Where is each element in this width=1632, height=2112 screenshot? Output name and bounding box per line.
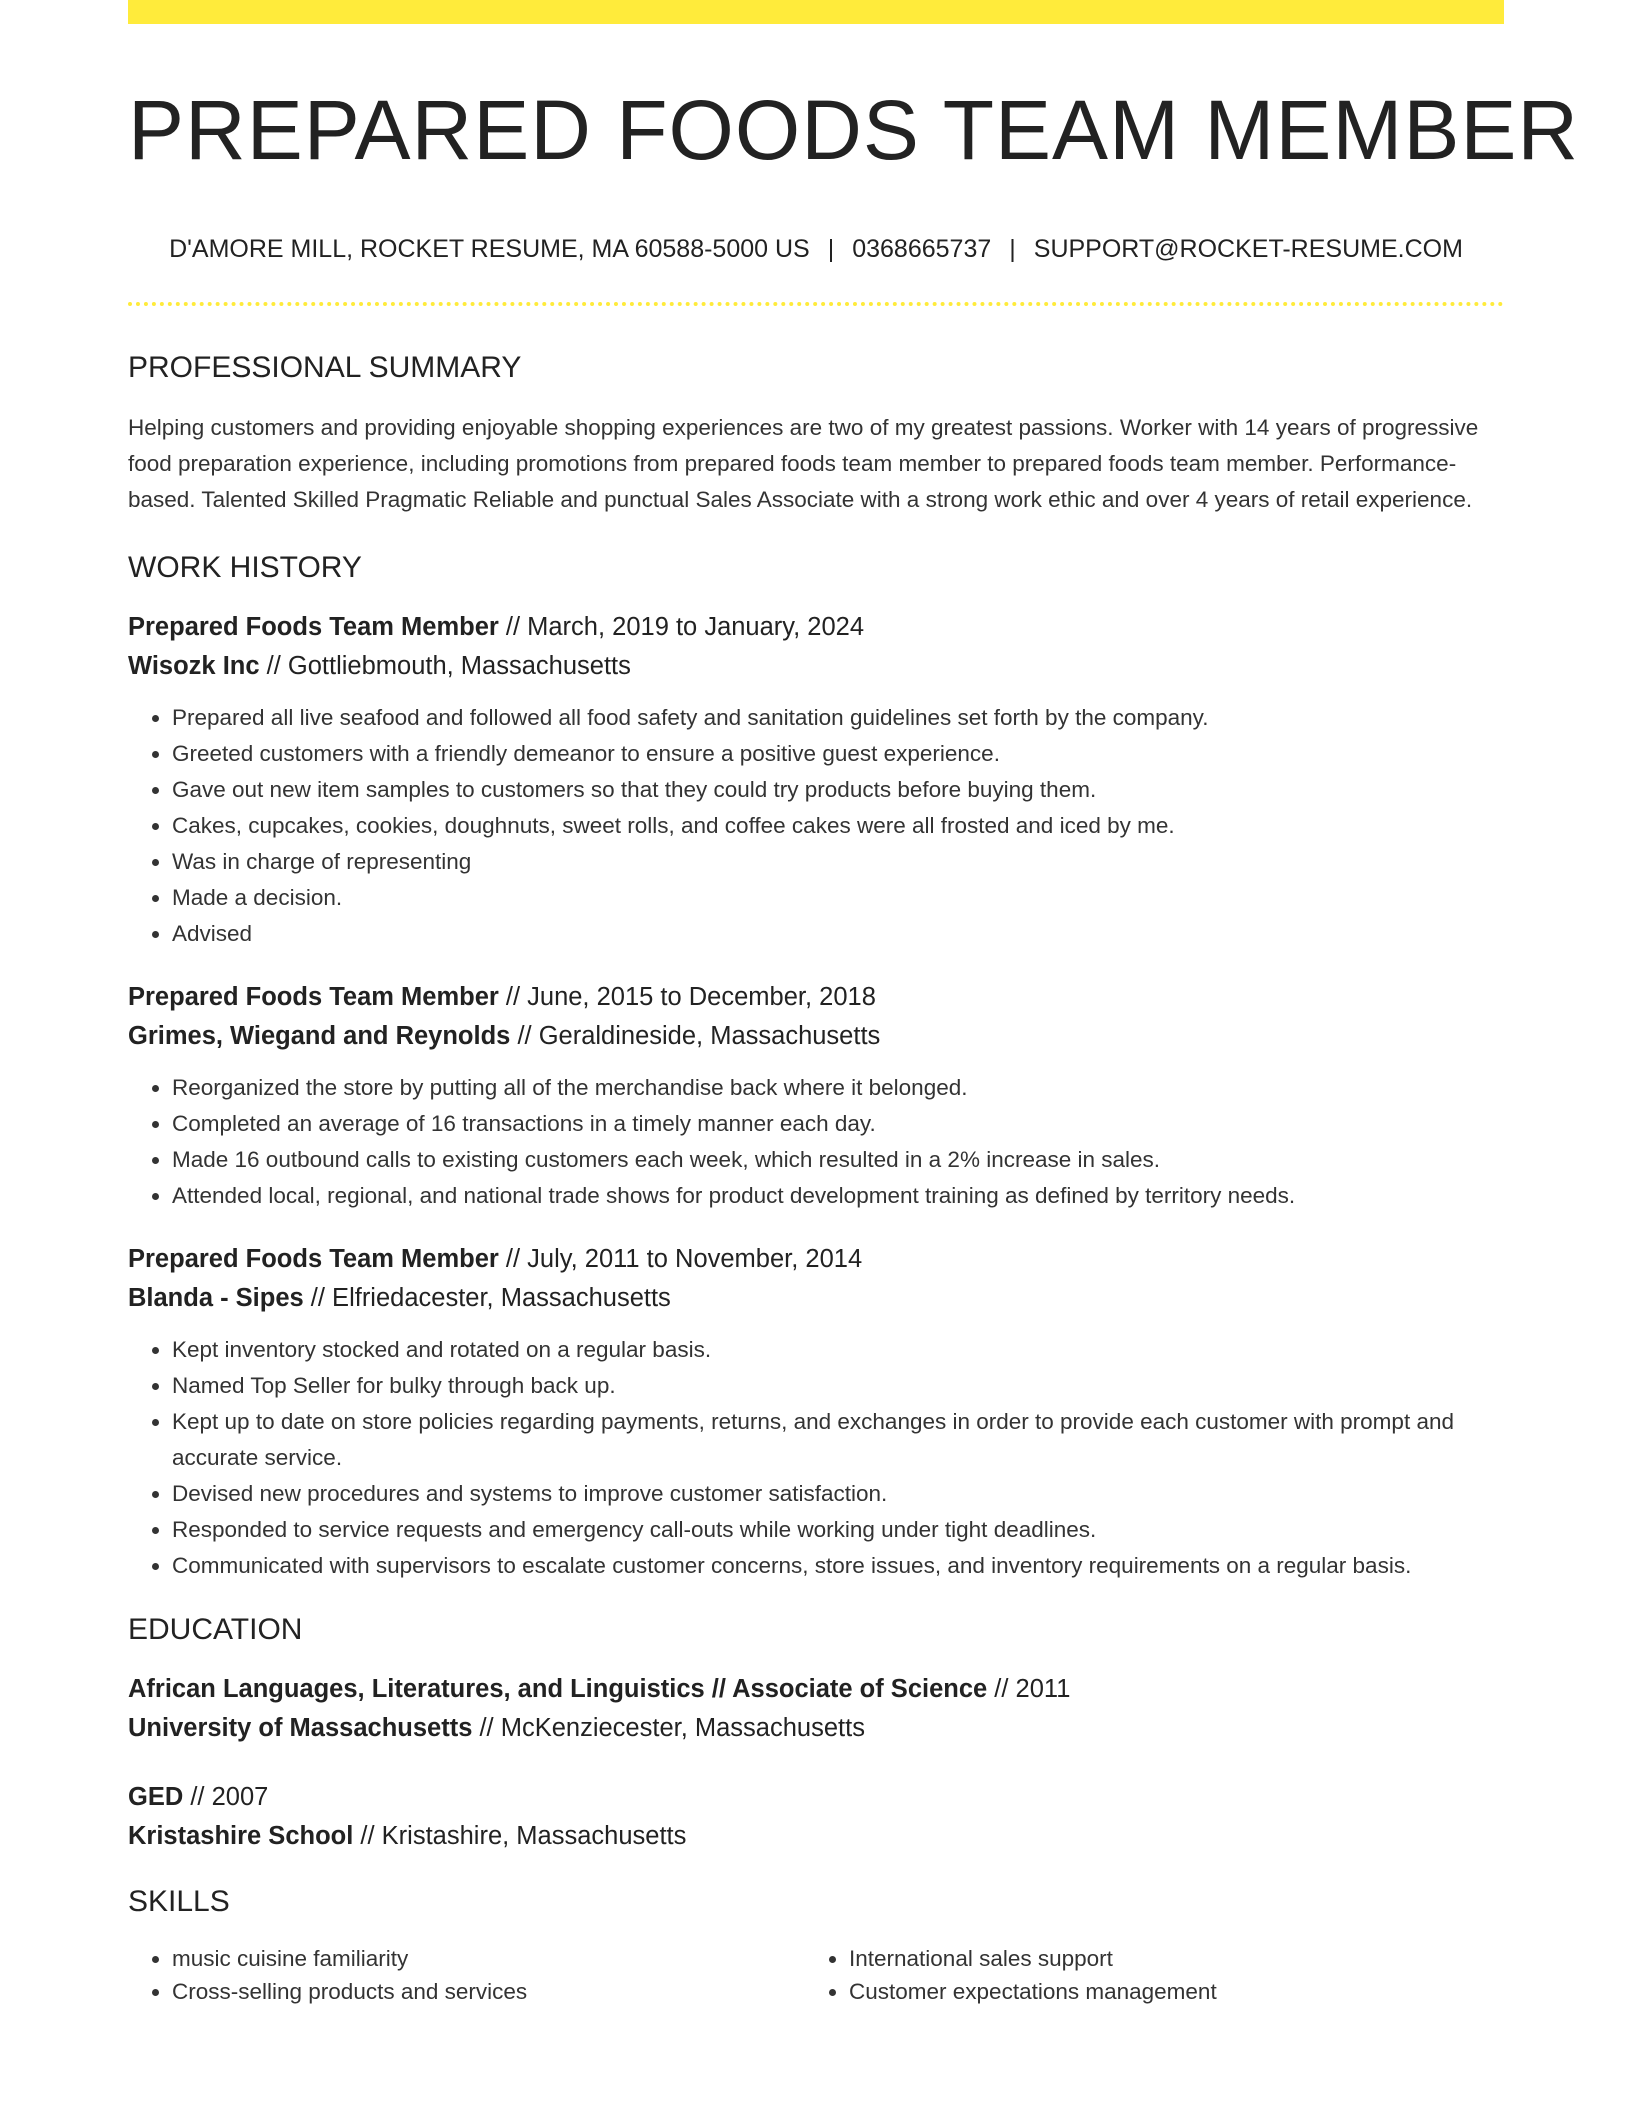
bullet-item: • Devised new procedures and systems to improve customer satisfaction. (172, 1476, 1504, 1512)
bullet-item: • Responded to service requests and emergency call-outs while working under tight deadlines. (172, 1512, 1504, 1548)
bullet-item: • Gave out new item samples to customers so that they could try products before buying them. (172, 772, 1504, 808)
bullet-item: • Advised (172, 916, 1504, 952)
contact-address: D'AMORE MILL, ROCKET RESUME, MA 60588-5000 US (169, 235, 810, 263)
job-location: // Gottliebmouth, Massachusetts (259, 652, 631, 680)
education-school-line (128, 1709, 1504, 1748)
summary-heading: PROFESSIONAL SUMMARY (128, 351, 522, 384)
skill-item: • International sales support (849, 1942, 1482, 1975)
bullet-item: • Communicated with supervisors to escalate customer concerns, store issues, and inventory requirements on a regular basis. (172, 1548, 1504, 1584)
job-title: Prepared Foods Team Member (128, 983, 499, 1011)
education-year: // 2007 (183, 1783, 269, 1811)
education-heading: EDUCATION (128, 1613, 303, 1646)
bullet-item: • Named Top Seller for bulky through back up. (172, 1368, 1504, 1404)
contact-phone: 0368665737 (852, 235, 992, 263)
bullet-item: • Cakes, cupcakes, cookies, doughnuts, sweet rolls, and coffee cakes were all frosted and iced by me. (172, 808, 1504, 844)
bullet-item: • Made 16 outbound calls to existing customers each week, which resulted in a 2% increase in sales. (172, 1142, 1504, 1178)
resume-page (128, 0, 1580, 2008)
education-degree: GED (128, 1783, 184, 1811)
education-degree-line (128, 1670, 1504, 1709)
summary-text: Helping customers and providing enjoyable shopping experiences are two of my greatest passions. Worker with 14 years of progressive food preparation experience, including promotions from prepared foods team member to prepared foods team member. Performance-based. Talented Skilled Pragmatic Reliable and punctual Sales Associate with a strong work ethic and over 4 years of retail experience. (128, 415, 1479, 512)
header-divider (128, 302, 1504, 306)
skills-list (128, 1942, 1504, 2008)
education-entry (128, 1778, 1504, 1856)
education-degree: African Languages, Literatures, and Linguistics // Associate of Science (128, 1675, 988, 1703)
skill-item: • Cross-selling products and services (172, 1975, 805, 2008)
education-location: // Kristashire, Massachusetts (353, 1822, 687, 1850)
bullet-item: • Kept up to date on store policies regarding payments, returns, and exchanges in order to provide each customer with prompt and accurate service. (172, 1404, 1504, 1476)
job-title: Prepared Foods Team Member (128, 613, 499, 641)
education-degree-line (128, 1778, 1504, 1817)
job-dates: // June, 2015 to December, 2018 (498, 983, 876, 1011)
job-location: // Geraldineside, Massachusetts (510, 1022, 881, 1050)
accent-top-bar (128, 0, 1504, 24)
contact-email: SUPPORT@ROCKET-RESUME.COM (1033, 235, 1463, 263)
job-dates: // July, 2011 to November, 2014 (498, 1245, 863, 1273)
job-company-line (128, 1279, 1504, 1318)
job-bullets (128, 700, 1504, 952)
education-school-line (128, 1817, 1504, 1856)
skill-item: • music cuisine familiarity (172, 1942, 805, 1975)
job-entry (128, 608, 1504, 952)
bullet-item: • Reorganized the store by putting all of the merchandise back where it belonged. (172, 1070, 1504, 1106)
education-year: // 2011 (987, 1675, 1071, 1703)
job-entry (128, 978, 1504, 1214)
job-company: Wisozk Inc (128, 652, 260, 680)
job-bullets (128, 1332, 1504, 1584)
bullet-item: • Kept inventory stocked and rotated on a regular basis. (172, 1332, 1504, 1368)
job-title-line (128, 978, 1504, 1017)
contact-separator: | (1009, 235, 1016, 263)
job-company-line (128, 1017, 1504, 1056)
bullet-item: • Greeted customers with a friendly demeanor to ensure a positive guest experience. (172, 736, 1504, 772)
job-dates: // March, 2019 to January, 2024 (498, 613, 865, 641)
work-history-heading: WORK HISTORY (128, 551, 362, 584)
bullet-item: • Was in charge of representing (172, 844, 1504, 880)
contact-line (128, 234, 1504, 264)
education-school: University of Massachusetts (128, 1714, 473, 1742)
education-entry (128, 1670, 1504, 1748)
skill-item: • Customer expectations management (849, 1975, 1482, 2008)
job-company-line (128, 647, 1504, 686)
bullet-item: • Made a decision. (172, 880, 1504, 916)
job-company: Blanda - Sipes (128, 1284, 304, 1312)
job-title: Prepared Foods Team Member (128, 1245, 499, 1273)
resume-title: PREPARED FOODS TEAM MEMBER (128, 83, 1580, 177)
job-title-line (128, 1240, 1504, 1279)
bullet-item: • Prepared all live seafood and followed all food safety and sanitation guidelines set forth by the company. (172, 700, 1504, 736)
education-school: Kristashire School (128, 1822, 354, 1850)
bullet-item: • Completed an average of 16 transactions in a timely manner each day. (172, 1106, 1504, 1142)
education-location: // McKenziecester, Massachusetts (472, 1714, 865, 1742)
job-title-line (128, 608, 1504, 647)
contact-separator: | (827, 235, 835, 263)
job-location: // Elfriedacester, Massachusetts (303, 1284, 671, 1312)
skills-column-right (805, 1942, 1482, 2008)
job-bullets (128, 1070, 1504, 1214)
job-company: Grimes, Wiegand and Reynolds (128, 1022, 511, 1050)
skills-column-left (128, 1942, 805, 2008)
bullet-item: • Attended local, regional, and national trade shows for product development training as defined by territory needs. (172, 1178, 1504, 1214)
skills-heading: SKILLS (128, 1885, 230, 1918)
job-entry (128, 1240, 1504, 1584)
